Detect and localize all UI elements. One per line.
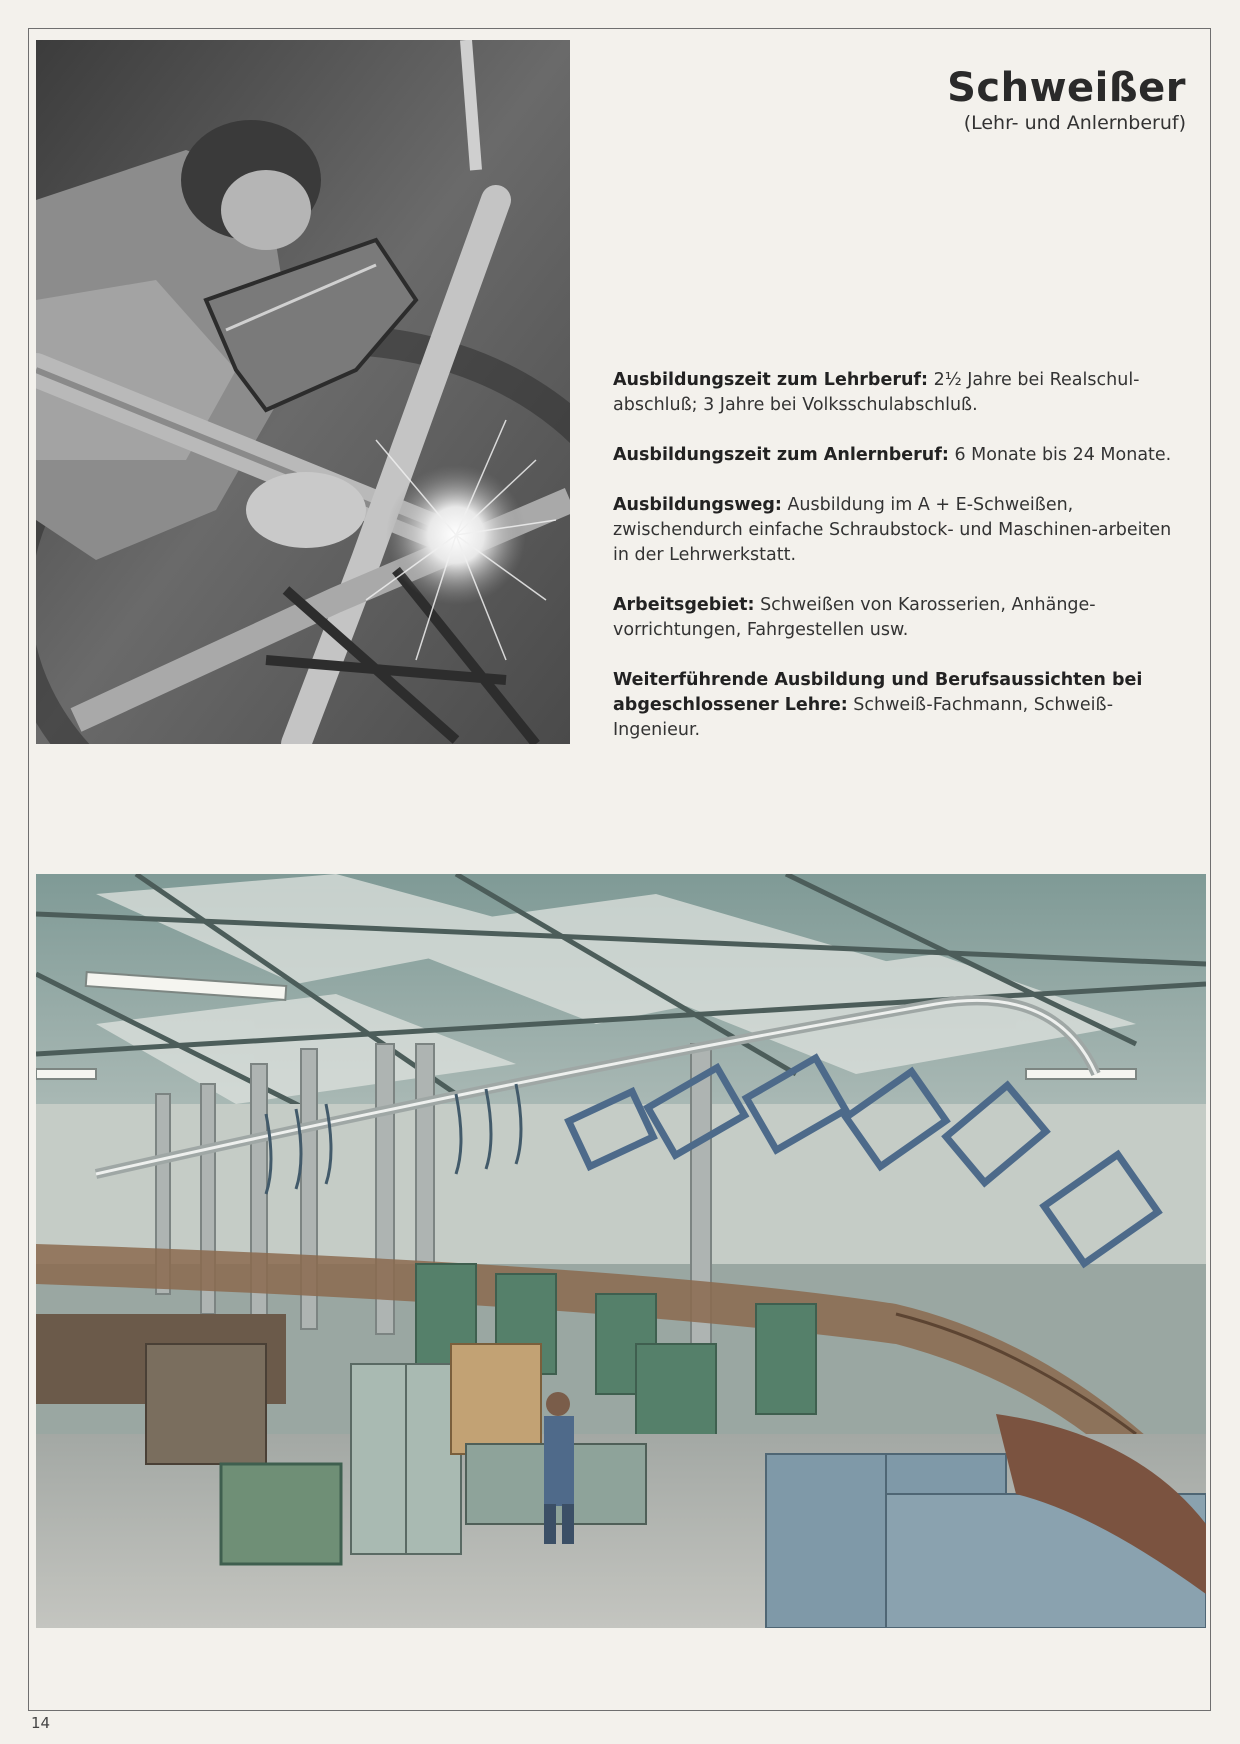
job-info <box>613 368 1173 768</box>
info-label: Ausbildungszeit zum Anlernberuf: <box>613 445 949 465</box>
info-paragraph-training-apprenticeship <box>613 368 1173 418</box>
page-title: Schweißer <box>947 65 1186 111</box>
info-text: 2½ Jahre bei Realschul-abschluß; 3 Jahre bei Volksschulabschluß. <box>613 370 1140 415</box>
title-block <box>947 66 1186 134</box>
info-text: Schweißen von Karosserien, Anhänge-vorrichtungen, Fahrgestellen usw. <box>613 595 1096 640</box>
workshop-hall-photo <box>36 874 1206 1628</box>
info-text: Ausbildung im A + E-Schweißen, zwischendurch einfache Schraubstock- und Maschinen-arbeiten in der Lehrwerkstatt. <box>613 495 1172 565</box>
info-paragraph-training-path <box>613 493 1173 568</box>
info-paragraph-training-semiskilled <box>613 443 1173 468</box>
info-text: Schweiß-Fachmann, Schweiß-Ingenieur. <box>613 695 1114 740</box>
welder-photo <box>36 40 570 744</box>
info-label: Ausbildungsweg: <box>613 495 782 515</box>
info-paragraph-further-training <box>613 668 1173 743</box>
page-subtitle: (Lehr- und Anlernberuf) <box>963 112 1186 134</box>
info-label: Arbeitsgebiet: <box>613 595 755 615</box>
info-paragraph-work-area <box>613 593 1173 643</box>
info-text: 6 Monate bis 24 Monate. <box>948 445 1172 465</box>
page-number: 14 <box>31 1714 51 1732</box>
info-label: Weiterführende Ausbildung und Berufsaussichten bei abgeschlossener Lehre: <box>613 670 1143 715</box>
info-label: Ausbildungszeit zum Lehrberuf: <box>613 370 929 390</box>
